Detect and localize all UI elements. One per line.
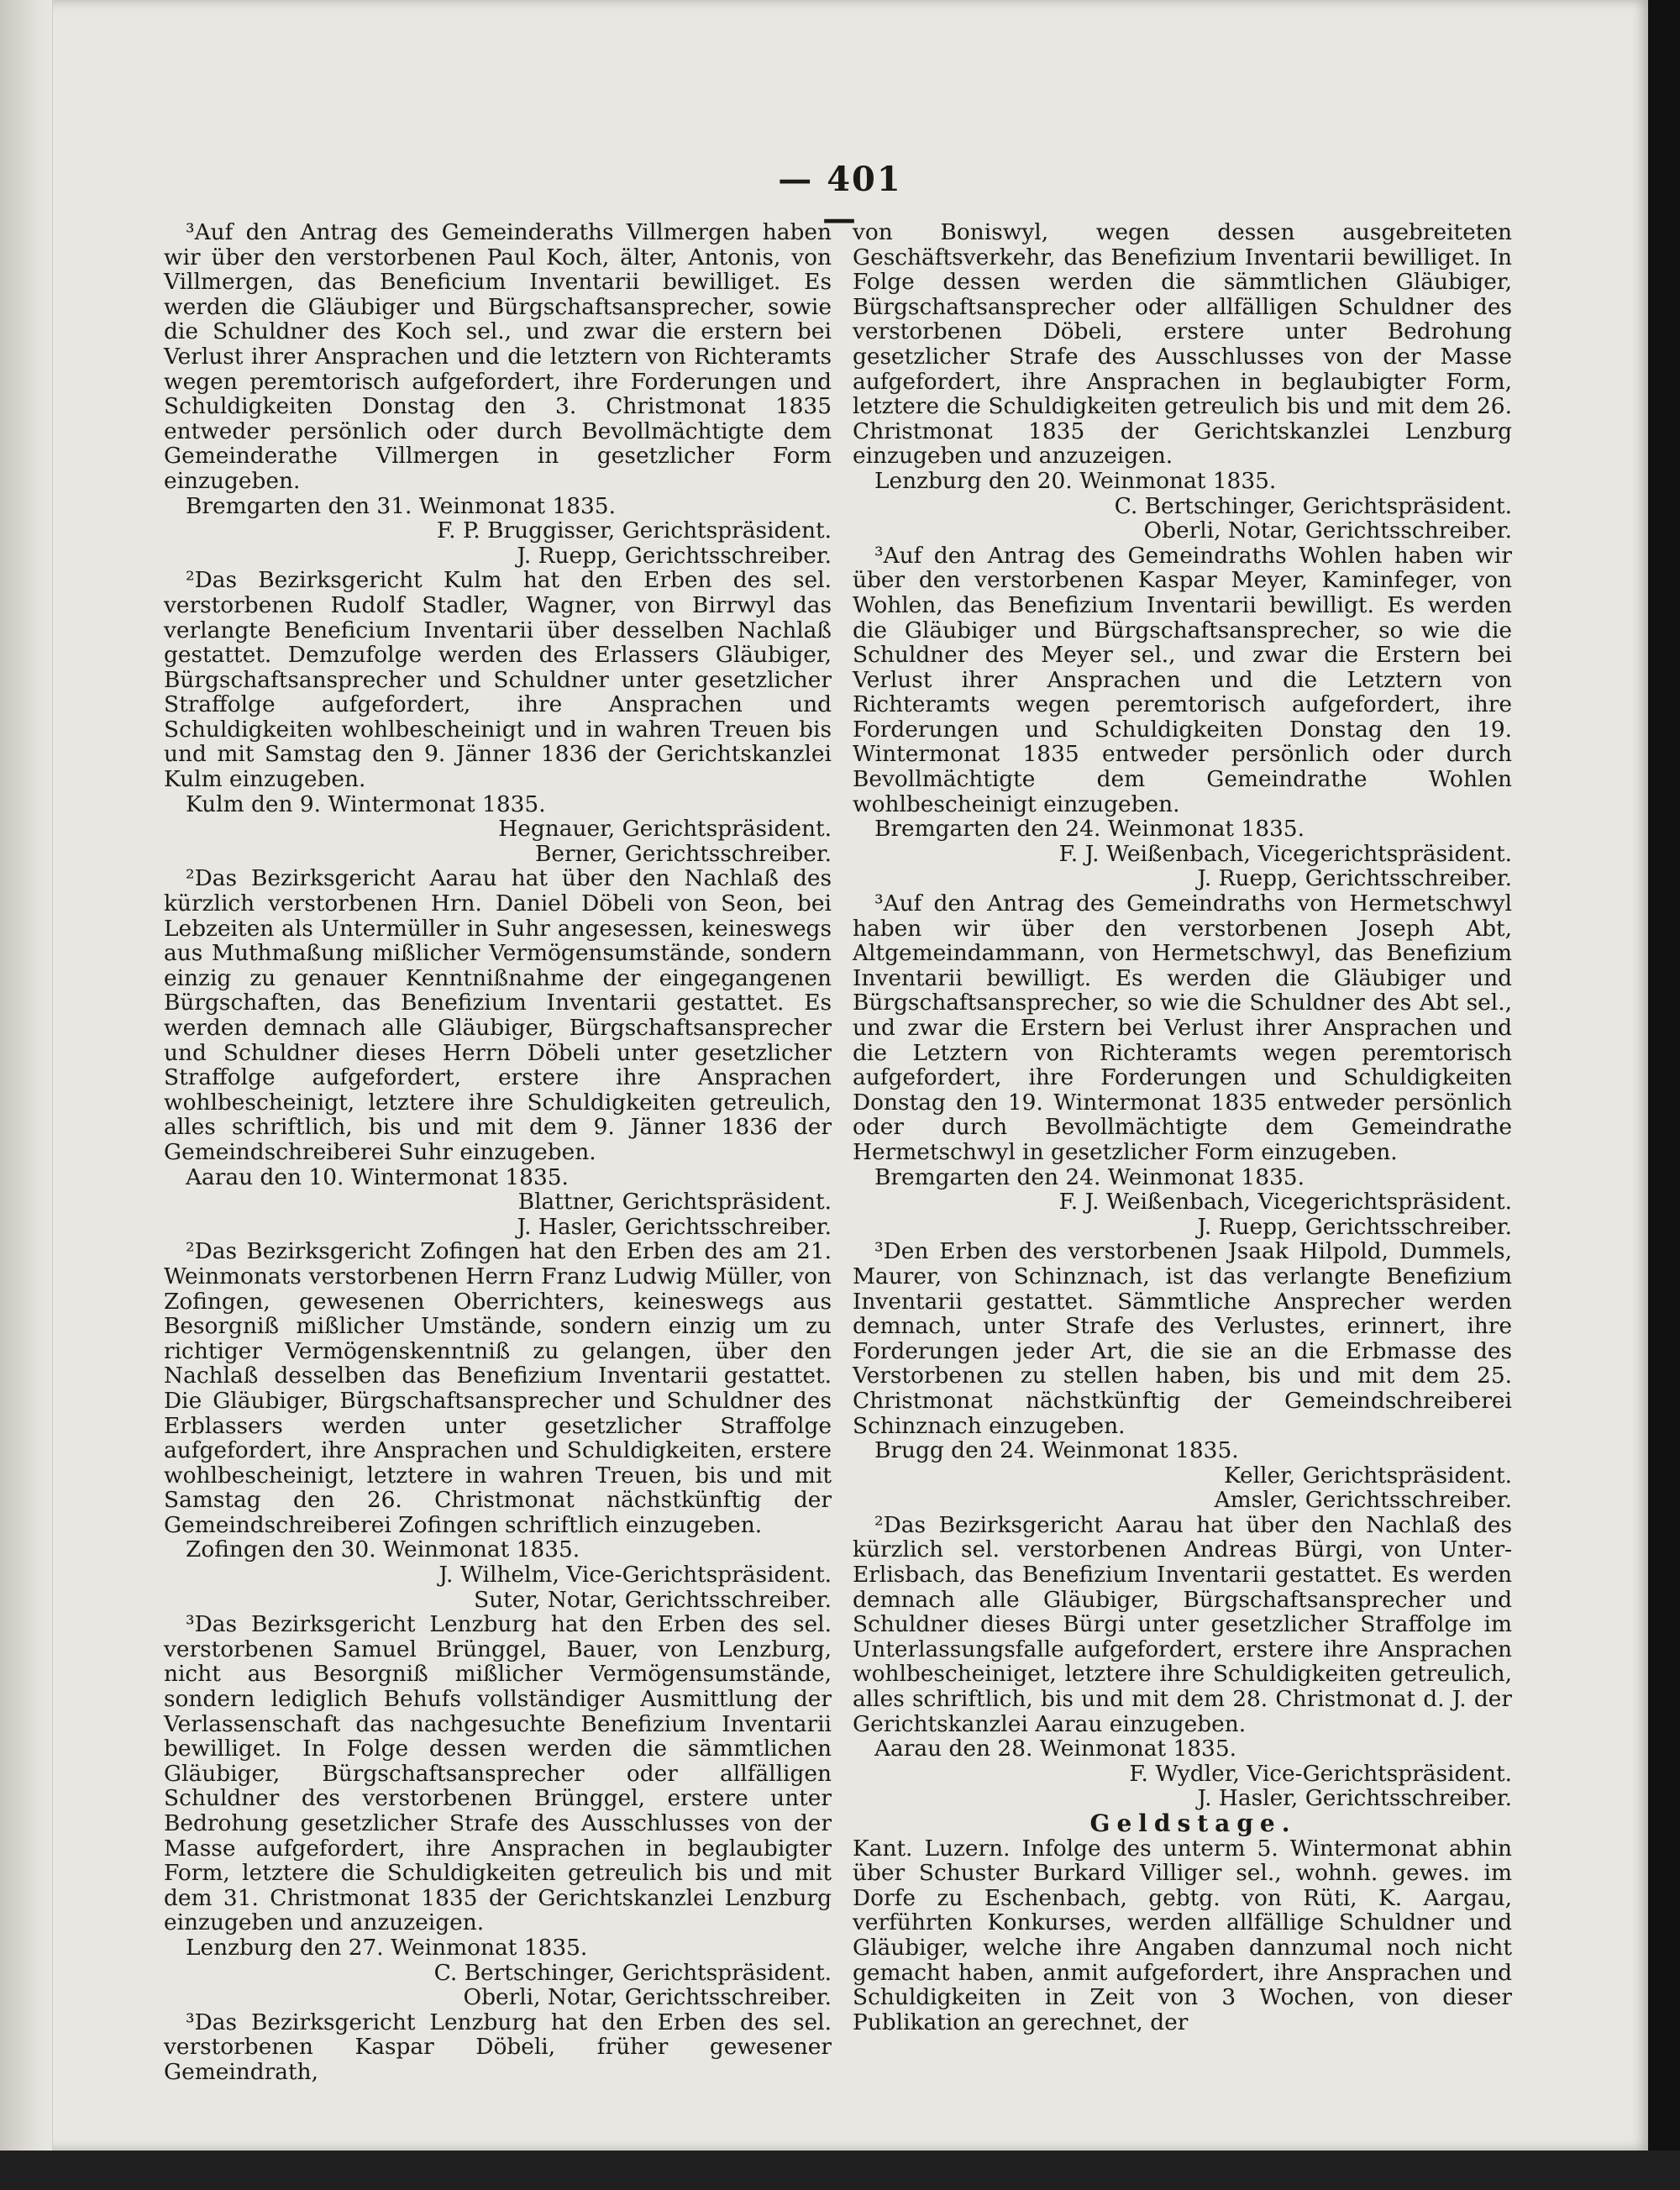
dateline: Lenzburg den 20. Weinmonat 1835. [874,467,1277,494]
scan-edge-bottom [0,2151,1680,2190]
binding-fold [0,0,53,2151]
signature-line: Keller, Gerichtspräsident. [1223,1462,1512,1489]
continued-paragraph: Kant. Luzern. Infolge des unterm 5. Wintermonat abhin über Schuster Burkard Villiger sel., wohnh. gewes. im Dorfe zu Eschenbach, gebtg. von Rüti, K. Aargau, verführten Konkurses, werden allfällige Schuldner und Gläubiger, welche ihre Angaben dannzumal noch nicht gemacht haben, anmit aufgefordert, ihre Ansprachen und Schuldigkeiten in Zeit von 3 Wochen, von dieser Publikation an gerechnet, der [853,1835,1512,2035]
signature-line: F. P. Bruggisser, Gerichtspräsident. [436,517,832,544]
signature-line: Oberli, Notar, Gerichtsschreiber. [1143,517,1512,544]
dateline: Lenzburg den 27. Weinmonat 1835. [186,1934,588,1961]
notice-paragraph: ²Das Bezirksgericht Aarau hat über den Nachlaß des kürzlich sel. verstorbenen Andreas Bürgi, von Unter-Erlisbach, das Benefizium Inventarii gestattet. Es werden demnach alle Gläubiger, Bürgschaftsansprecher und Schuldner dieses Bürgi unter gesetzlicher Straffolge im Unterlassungsfalle aufgefordert, erstere ihre Ansprachen wohlbescheiniget, letztere ihre Schuldigkeiten getreulich, alles schriftlich, bis und mit dem 28. Christmonat d. J. der Gerichtskanzlei Aarau einzugeben. [853,1511,1512,1737]
signature-line: C. Bertschinger, Gerichtspräsident. [433,1959,832,1986]
signature-line: Suter, Notar, Gerichtsschreiber. [474,1586,832,1613]
notice-paragraph: ³Das Bezirksgericht Lenzburg hat den Erben des sel. verstorbenen Kaspar Döbeli, früher gewesener Gemeindrath, [164,2009,832,2085]
dateline: Aarau den 28. Weinmonat 1835. [874,1736,1236,1762]
dateline: Bremgarten den 24. Weinmonat 1835. [874,816,1305,843]
dateline: Aarau den 10. Wintermonat 1835. [186,1163,569,1190]
page-number: — 401 — [778,160,902,239]
dateline: Kulm den 9. Wintermonat 1835. [186,790,546,817]
signature-line: C. Bertschinger, Gerichtspräsident. [1114,492,1512,519]
continued-paragraph: von Boniswyl, wegen dessen ausgebreiteten Geschäftsverkehr, das Benefizium Inventarii bewilliget. In Folge dessen werden die sämmtlichen Gläubiger, Bürgschaftsansprecher oder allfälligen Schuldner des verstorbenen Döbeli, erstere unter Bedrohung gesetzlicher Strafe des Ausschlusses von der Masse aufgefordert, ihre Ansprachen in beglaubigter Form, letztere die Schuldigkeiten getreulich bis und mit dem 26. Christmonat 1835 der Gerichtskanzlei Lenzburg einzugeben und anzuzeigen. [853,219,1512,470]
signature-line: Oberli, Notar, Gerichtsschreiber. [463,1984,832,2011]
notice-paragraph: ³Auf den Antrag des Gemeinderaths Villmergen haben wir über den verstorbenen Paul Koch, älter, Antonis, von Villmergen, das Beneficium Inventarii bewilliget. Es werden die Gläubiger und Bürgschaftsansprecher, sowie die Schuldner des Koch sel., und zwar die erstern bei Verlust ihrer Ansprachen und die letztern von Richteramts wegen peremtorisch aufgefordert, ihre Forderungen und Schuldigkeiten Donstag den 3. Christmonat 1835 entweder persönlich oder durch Bevollmächtigte dem Gemeinderathe Villmergen in gesetzlicher Form einzugeben. [164,219,832,494]
notice-paragraph: ²Das Bezirksgericht Aarau hat über den Nachlaß des kürzlich verstorbenen Hrn. Daniel Döbeli von Seon, bei Lebzeiten als Untermüller in Suhr angesessen, keineswegs aus Muthmaßung mißlicher Vermögensumstände, sondern einzig zu genauer Kenntnißnahme der eingegangenen Bürgschaften, das Benefizium Inventarii gestattet. Es werden demnach alle Gläubiger, Bürgschaftsansprecher und Schuldner dieses Herrn Döbeli unter gesetzlicher Straffolge aufgefordert, erstere ihre Ansprachen wohlbescheinigt, letztere ihre Schuldigkeiten getreulich, alles schriftlich, bis und mit dem 9. Jänner 1836 der Gemeindschreiberei Suhr einzugeben. [164,865,832,1165]
signature-line: F. J. Weißenbach, Vicegerichtspräsident. [1058,840,1512,867]
signature-line: J. Wilhelm, Vice-Gerichtspräsident. [438,1562,832,1589]
signature-line: J. Ruepp, Gerichtsschreiber. [1197,865,1512,892]
signature-line: J. Hasler, Gerichtsschreiber. [517,1213,832,1240]
notice-paragraph: ³Auf den Antrag des Gemeindraths Wohlen haben wir über den verstorbenen Kaspar Meyer, Kaminfeger, von Wohlen, das Benefizium Inventarii bewilligt. Es werden die Gläubiger und Bürgschaftsansprecher, so wie die Schuldner des Meyer sel., und zwar die Erstern bei Verlust ihrer Ansprachen und die Letztern von Richteramts wegen peremtorisch aufgefordert, ihre Forderungen und Schuldigkeiten Donstag den 19. Wintermonat 1835 entweder persönlich oder durch Bevollmächtigte dem Gemeindrathe Wohlen wohlbescheinigt einzugeben. [853,542,1512,817]
notice-paragraph: ²Das Bezirksgericht Kulm hat den Erben des sel. verstorbenen Rudolf Stadler, Wagner, von Birrwyl das verlangte Beneficium Inventarii über desselben Nachlaß gestattet. Demzufolge werden des Erlassers Gläubiger, Bürgschaftsansprecher und Schuldner unter gesetzlicher Straffolge aufgefordert, ihre Ansprachen und Schuldigkeiten wohlbescheinigt und in wahren Treuen bis und mit Samstag den 9. Jänner 1836 der Gerichtskanzlei Kulm einzugeben. [164,567,832,793]
dateline: Bremgarten den 31. Weinmonat 1835. [186,492,616,519]
scan-edge-right [1648,0,1680,2190]
signature-line: J. Hasler, Gerichtsschreiber. [1197,1785,1512,1812]
dateline: Zofingen den 30. Weinmonat 1835. [186,1536,580,1563]
notice-paragraph: ³Auf den Antrag des Gemeindraths von Hermetschwyl haben wir über den verstorbenen Joseph Abt, Altgemeindammann, von Hermetschwyl, das Benefizium Inventarii bewilligt. Es werden die Gläubiger und Bürgschaftsansprecher, so wie die Schuldner des Abt sel., und zwar die Erstern bei Verlust ihrer Ansprachen und die Letztern von Richteramts wegen peremtorisch aufgefordert, ihre Forderungen und Schuldigkeiten Donstag den 19. Wintermonat 1835 entweder persönlich oder durch Bevollmächtigte dem Gemeindrathe Hermetschwyl in gesetzlicher Form einzugeben. [853,890,1512,1165]
notice-paragraph: ³Das Bezirksgericht Lenzburg hat den Erben des sel. verstorbenen Samuel Brünggel, Bauer, von Lenzburg, nicht aus Besorgniß mißlicher Vermögensumstände, sondern lediglich Behufs vollständiger Ausmittlung der Verlassenschaft das nachgesuchte Benefizium Inventarii bewilliget. In Folge dessen werden die sämmtlichen Gläubiger, Bürgschaftsansprecher oder allfälligen Schuldner des verstorbenen Brünggel, erstere unter Bedrohung gesetzlicher Strafe des Ausschlusses von der Masse aufgefordert, ihre Ansprachen in beglaubigter Form, letztere die Schuldigkeiten getreulich bis und mit dem 31. Christmonat 1835 der Gerichtskanzlei Lenzburg einzugeben und anzuzeigen. [164,1611,832,1936]
right-column [853,220,1512,2035]
signature-line: Berner, Gerichtsschreiber. [534,840,832,867]
notice-paragraph: ³Den Erben des verstorbenen Jsaak Hilpold, Dummels, Maurer, von Schinznach, ist das verlangte Benefizium Inventarii gestattet. Sämmtliche Ansprecher werden demnach, unter Strafe des Verlustes, erinnert, ihre Forderungen jeder Art, die sie an die Erbmasse des Verstorbenen zu stellen haben, bis und mit dem 25. Christmonat nächstkünftig der Gemeindschreiberei Schinznach einzugeben. [853,1238,1512,1439]
left-column [164,220,832,2085]
signature-line: Hegnauer, Gerichtspräsident. [498,816,832,843]
notice-paragraph: ²Das Bezirksgericht Zofingen hat den Erben des am 21. Weinmonats verstorbenen Herrn Franz Ludwig Müller, von Zofingen, gewesenen Oberrichters, keineswegs aus Besorgniß mißlicher Umstände, sondern einzig um zu richtiger Vermögenskenntniß zu gelangen, über den Nachlaß desselben das Benefizium Inventarii gestattet. Die Gläubiger, Bürgschaftsansprecher und Schuldner des Erblassers werden unter gesetzlicher Straffolge aufgefordert, ihre Ansprachen und Schuldigkeiten, erstere wohlbescheinigt, letztere in wahren Treuen, bis und mit Samstag den 26. Christmonat nächstkünftig der Gemeindschreiberei Zofingen schriftlich einzugeben. [164,1238,832,1538]
signature-line: Blattner, Gerichtspräsident. [517,1189,832,1216]
dateline: Bremgarten den 24. Weinmonat 1835. [874,1163,1305,1190]
section-heading: Geldstage. [1089,1809,1297,1837]
signature-line: F. Wydler, Vice-Gerichtspräsident. [1129,1760,1512,1787]
signature-line: F. J. Weißenbach, Vicegerichtspräsident. [1058,1189,1512,1216]
signature-line: Amsler, Gerichtsschreiber. [1214,1487,1512,1514]
signature-line: J. Ruepp, Gerichtsschreiber. [517,542,832,569]
dateline: Brugg den 24. Weinmonat 1835. [874,1437,1239,1464]
signature-line: J. Ruepp, Gerichtsschreiber. [1197,1213,1512,1240]
